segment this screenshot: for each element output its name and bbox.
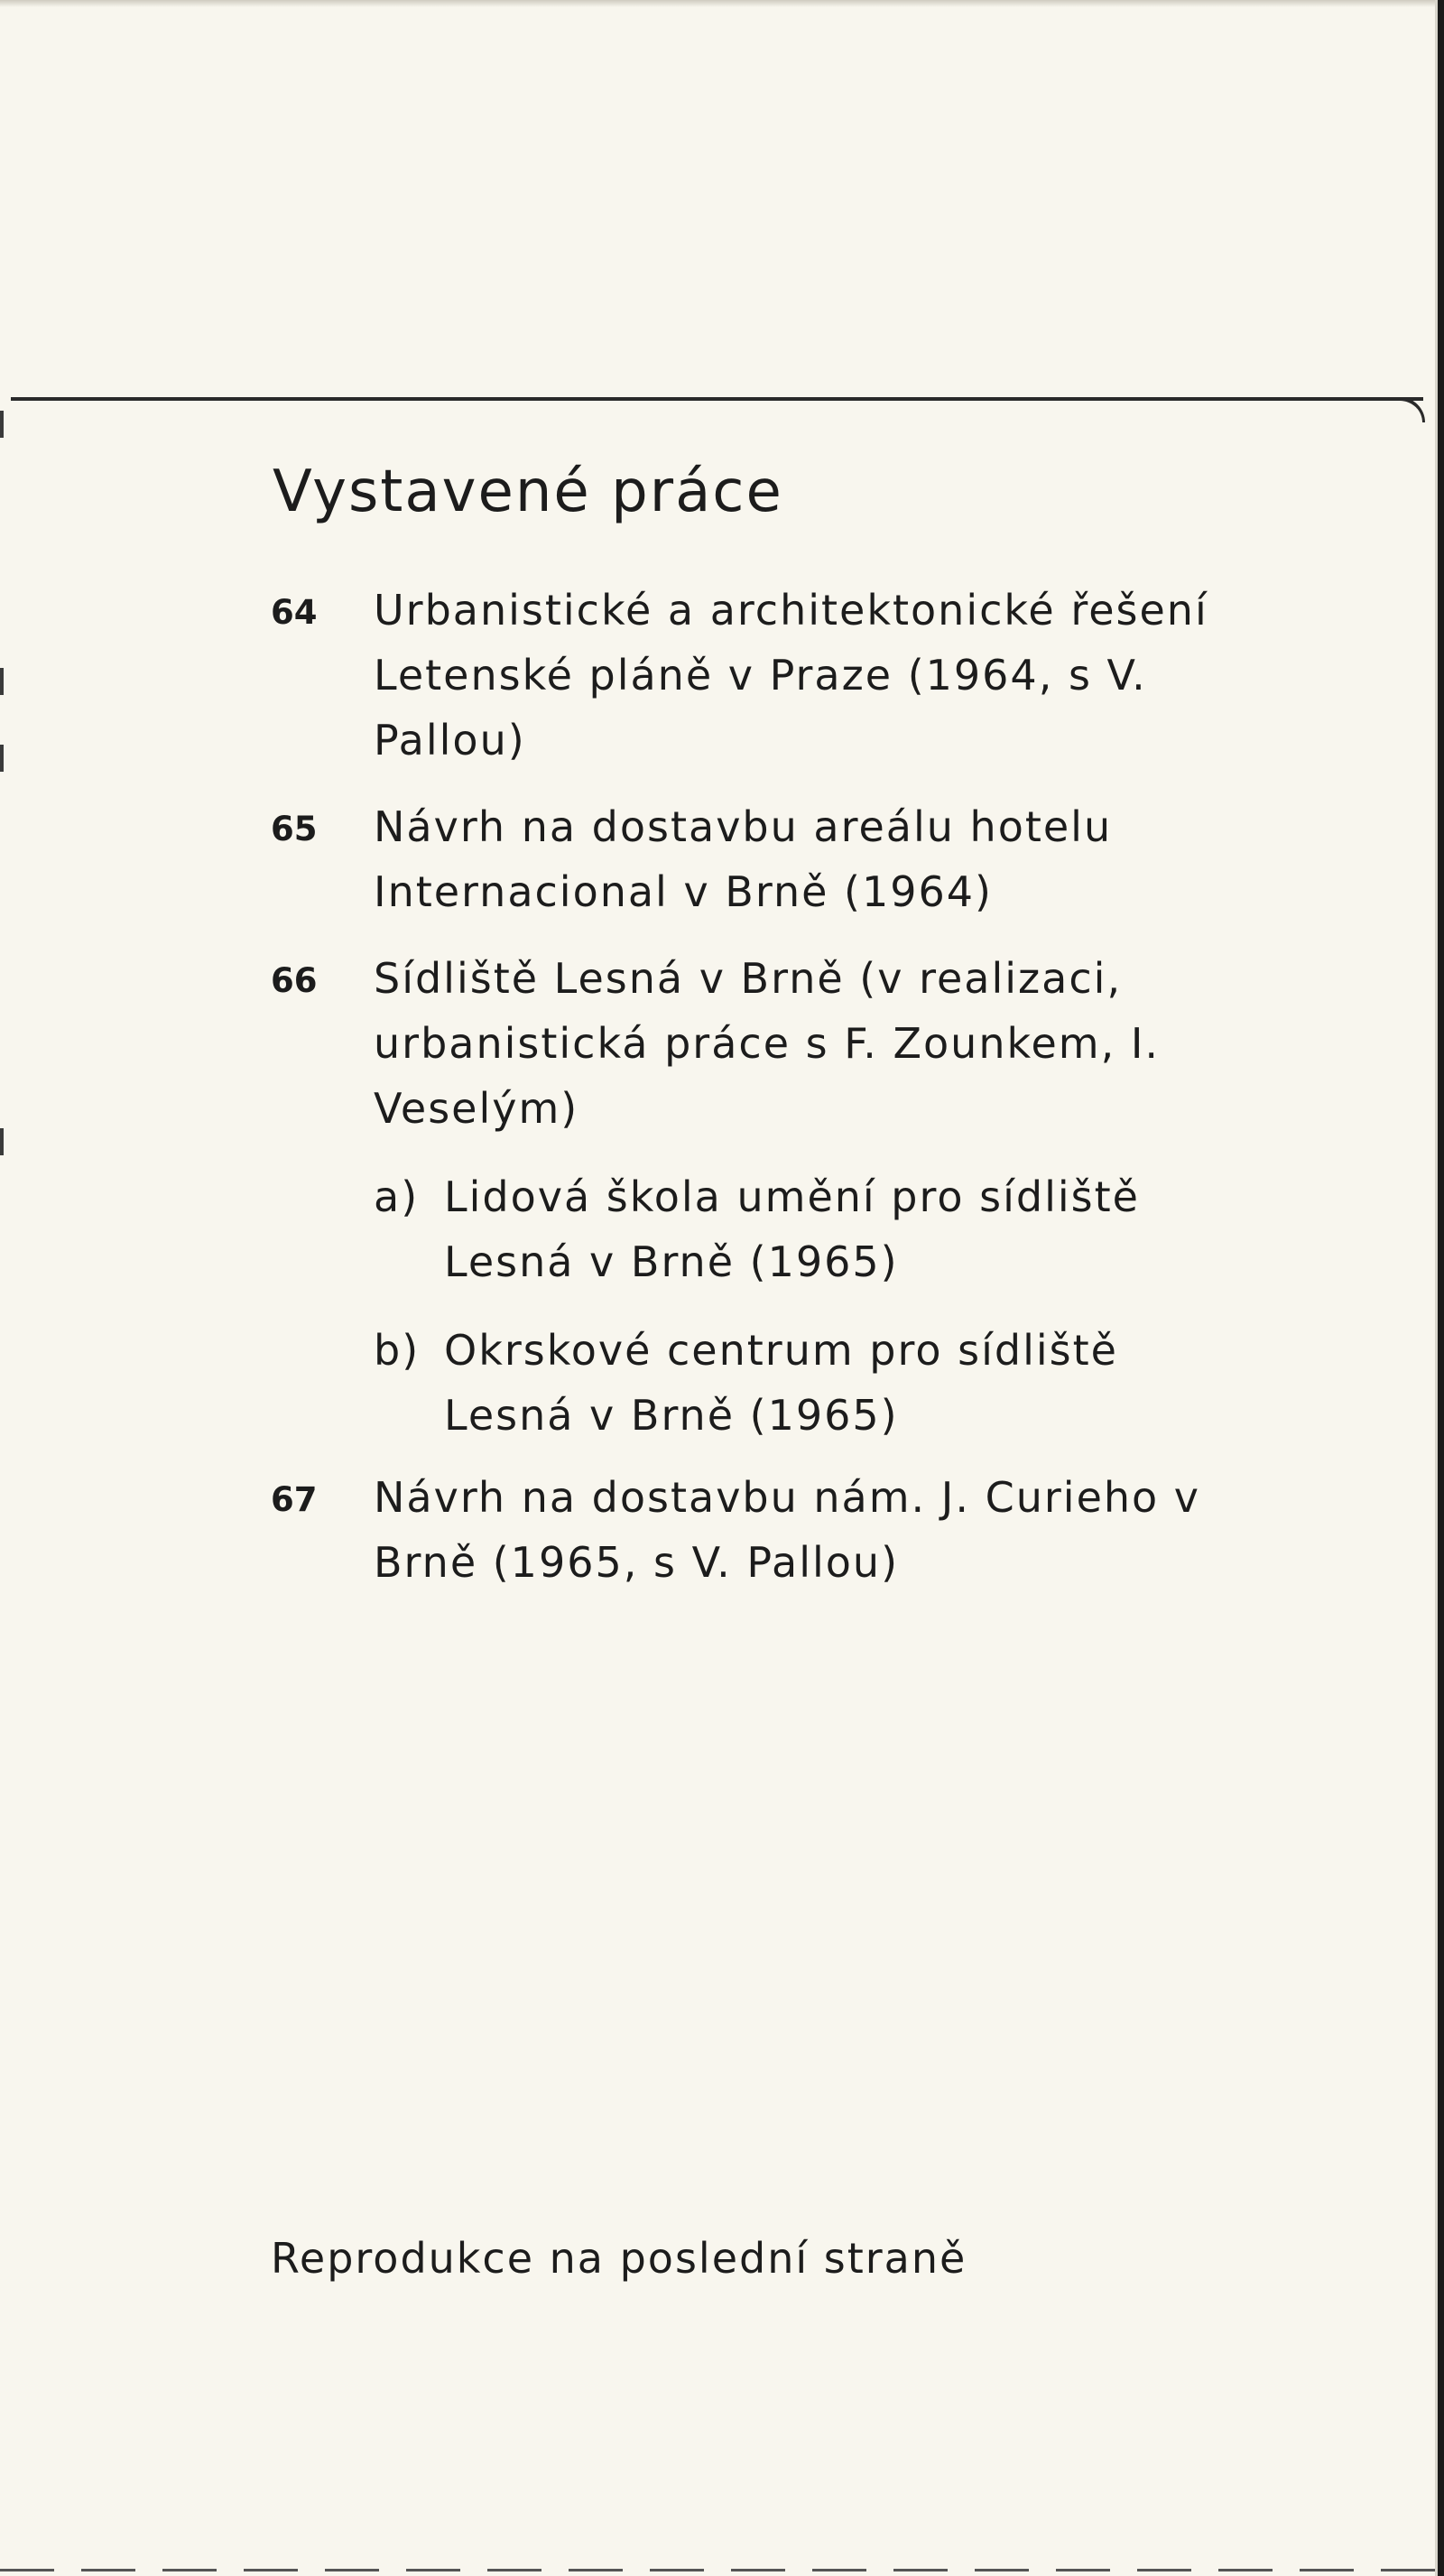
subentry-label: b) <box>374 1326 421 1375</box>
entry-text: Urbanistické a architektonické řešení Letenské pláně v Praze (1964, s V. Pallou) <box>374 586 1208 764</box>
binding-mark <box>0 745 4 772</box>
entry-text: Sídliště Lesná v Brně (v realizaci, urbanistická práce s F. Zounkem, I. Veselým) <box>374 954 1161 1133</box>
page-top-edge <box>0 0 1435 7</box>
bottom-edge-rule <box>0 2569 1435 2571</box>
entry-number: 65 <box>271 810 318 848</box>
entry-number: 64 <box>271 593 318 632</box>
section-heading: Vystavené práce <box>273 459 783 525</box>
binding-mark <box>0 668 4 695</box>
binding-mark <box>0 1128 4 1155</box>
footer-note: Reprodukce na poslední straně <box>271 2234 967 2283</box>
entry-number: 67 <box>271 1480 318 1519</box>
rule-end-curl <box>1394 397 1425 422</box>
binding-mark <box>0 411 4 438</box>
entry-text: Návrh na dostavbu areálu hotelu Internacional v Brně (1964) <box>374 802 1113 916</box>
subentry-text: Okrskové centrum pro sídliště Lesná v Brně (1965) <box>444 1326 1118 1440</box>
entry-text: Návrh na dostavbu nám. J. Curieho v Brně (1965, s V. Pallou) <box>374 1473 1201 1587</box>
horizontal-rule <box>11 397 1423 401</box>
subentry-label: a) <box>374 1172 420 1221</box>
entry-number: 66 <box>271 961 318 1000</box>
subentry-text: Lidová škola umění pro sídliště Lesná v Brně (1965) <box>444 1172 1140 1286</box>
